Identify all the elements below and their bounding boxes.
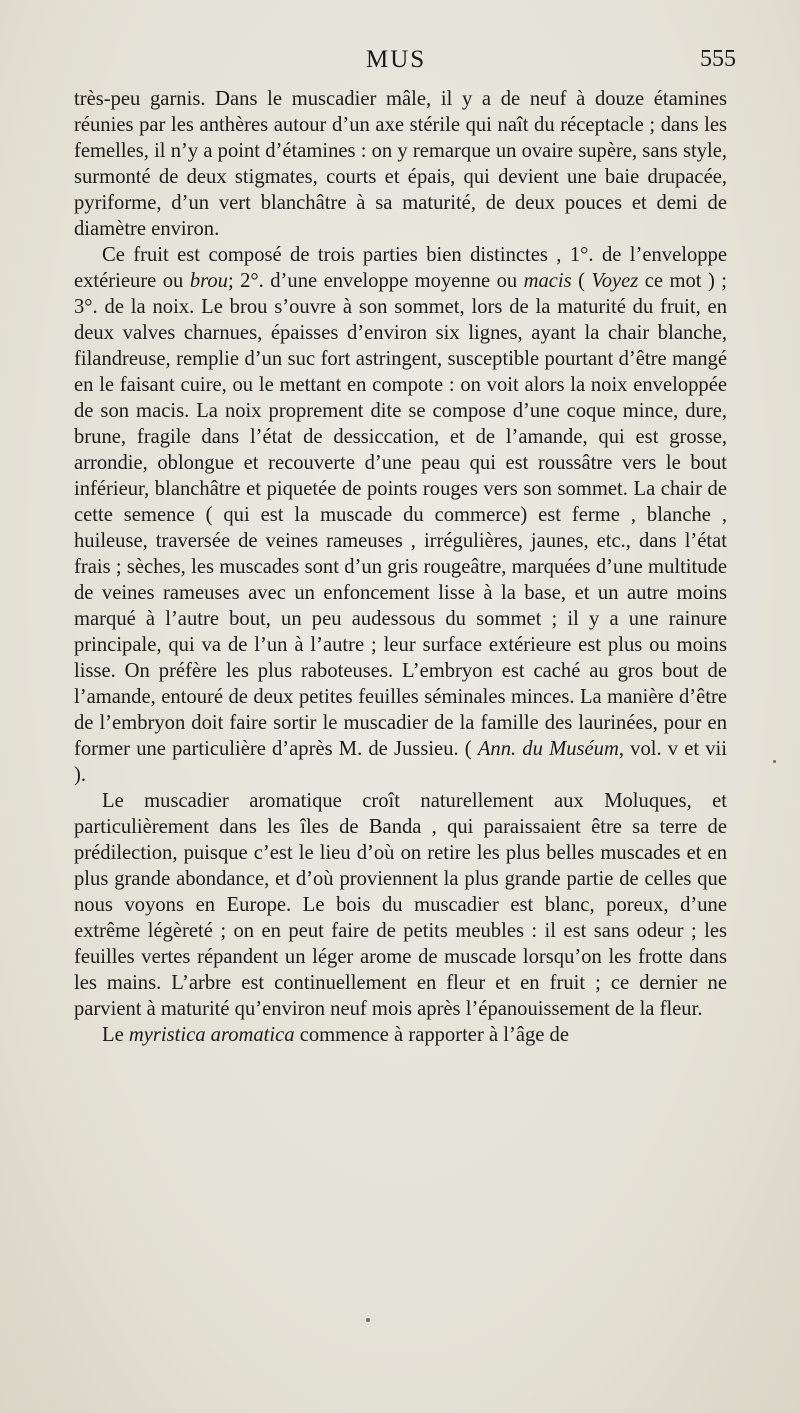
text-run: Ce fruit est composé de trois parties bien distinctes , 1°. de l’enveloppe extérieure ou (74, 244, 727, 292)
paragraph-p2 (74, 242, 727, 788)
italic-text: Ann. du Muséum (477, 738, 619, 760)
text-run: très-peu garnis. Dans le muscadier mâle, il y a de neuf à douze étamines réunies par les anthères autour d’un axe stérile qui naît du réceptacle ; dans les femelles, il n’y a point d’étamines : on y remarque un ovaire supère, sans style, surmonté de deux stigmates, courts et épais, qui devient une baie drupacée, pyriforme, d’un vert blanchâtre à sa maturité, de deux pouces et demi de diamètre environ. (74, 88, 727, 240)
text-run: Le (102, 1024, 129, 1046)
text-run: commence à rapporter à l’âge de (294, 1024, 569, 1046)
italic-text: Voyez (591, 270, 639, 292)
text-run: , vol. v et vii ). (74, 738, 727, 786)
italic-text: brou (189, 270, 228, 292)
paragraph-p3 (74, 788, 727, 1022)
page-number: 555 (700, 46, 736, 72)
paragraph-p4 (74, 1022, 727, 1048)
italic-text: macis (523, 270, 572, 292)
running-head (0, 46, 800, 86)
text-run: ( (571, 270, 592, 292)
running-title: MUS (366, 46, 427, 73)
paragraph-p1 (74, 86, 727, 242)
text-run: ce mot ) ; 3°. de la noix. Le brou s’ouvre à son sommet, lors de la maturité du fruit, en deux valves charnues, épaisses d’environ six lignes, ayant la chair blanche, filandreuse, remplie d’un suc fort astringent, susceptible pourtant d’être mangé en le faisant cuire, ou le mettant en compote : on voit alors la noix enveloppée de son macis. La noix proprement dite se compose d’une coque mince, dure, brune, fragile dans l’état de dessiccation, et de l’amande, qui est grosse, arrondie, oblongue et recouverte d’une peau qui est roussâtre vers le bout inférieur, blanchâtre et piquetée de points rouges vers son sommet. La chair de cette semence ( qui est la muscade du commerce) est ferme , blanche , huileuse, traversée de veines rameuses , irrégulières, jaunes, etc., dans l’état frais ; sèches, les muscades sont d’un gris rougeâtre, marquées d’une multitude de veines rameuses avec un enfoncement lisse à la base, et un autre moins marqué à l’autre bout, un peu audessous du sommet ; il y a une rainure principale, qui va de l’un à l’autre ; leur surface extérieure est plus ou moins lisse. On préfère les plus raboteuses. L’embryon est caché au gros bout de l’amande, entouré de deux petites feuilles séminales minces. La manière d’être de l’embryon doit faire sortir le muscadier de la famille des laurinées, pour en former une particulière d’après M. de Jussieu. ( (74, 270, 727, 760)
paper-speck (366, 1318, 370, 1322)
text-run: Le muscadier aromatique croît naturellement aux Moluques, et particulièrement dans les îles de Banda , qui paraissaient être sa terre de prédilection, puisque c’est le lieu d’où on retire les plus belles muscades et en plus grande abondance, et d’où proviennent la plus grande partie de celles que nous voyons en Europe. Le bois du muscadier est blanc, poreux, d’une extrême légèreté ; on en peut faire de petits meubles : il est sans odeur ; les feuilles vertes répandent un léger arome de muscade lorsqu’on les frotte dans les mains. L’arbre est continuellement en fleur et en fruit ; ce dernier ne parvient à maturité qu’environ neuf mois après l’épanouissement de la fleur. (74, 790, 727, 1020)
text-run: ; 2°. d’une enveloppe moyenne ou (227, 270, 524, 292)
body-text (74, 86, 727, 1048)
italic-text: myristica aromatica (128, 1024, 295, 1046)
paper-speck (773, 760, 776, 763)
